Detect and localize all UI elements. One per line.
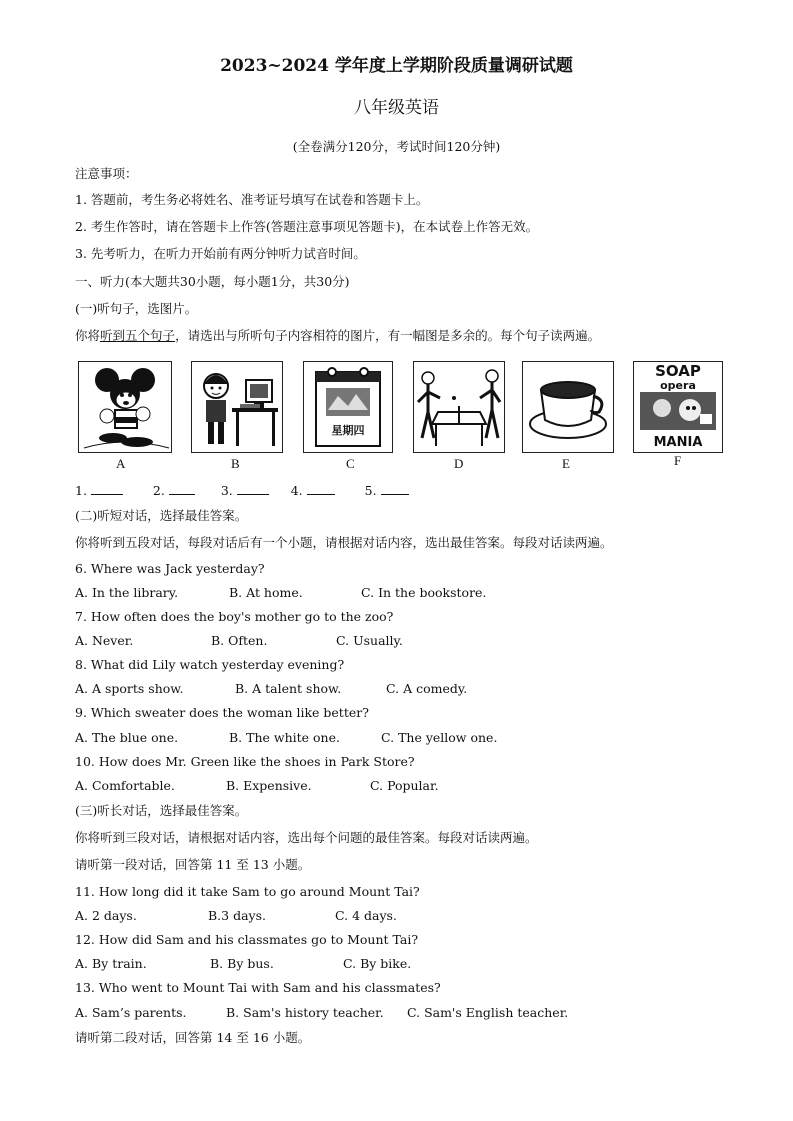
subject-title: 八年级英语 xyxy=(354,98,439,118)
option[interactable]: B. The white one. xyxy=(229,730,340,745)
option[interactable]: A. By train. xyxy=(75,956,147,971)
option[interactable]: A. In the library. xyxy=(75,585,179,600)
answer-blank[interactable] xyxy=(91,482,123,495)
option[interactable]: C. 4 days. xyxy=(335,908,397,923)
picture-label: C xyxy=(346,456,355,471)
poster-mania: MANIA xyxy=(653,435,703,450)
part2-instructions: 你将听到五段对话，每段对话后有一个小题，请根据对话内容，选出最佳答案。每段对话读两遍。 xyxy=(75,535,613,550)
part1-instructions: 你将听到五个句子，请选出与所听句子内容相符的图片，有一幅图是多余的。每个句子读两遍。 xyxy=(75,328,601,343)
poster-opera: opera xyxy=(660,379,696,392)
calendar-icon xyxy=(304,362,392,452)
answer-blank[interactable] xyxy=(169,482,195,495)
picture-label: E xyxy=(562,456,570,471)
soap-opera-icon xyxy=(634,362,722,452)
question-text: 9. Which sweater does the woman like better? xyxy=(75,705,369,720)
picture-b xyxy=(191,361,283,453)
dialog-instructions: 请听第一段对话，回答第 11 至 13 小题。 xyxy=(75,857,311,872)
option[interactable]: A. 2 days. xyxy=(75,908,137,923)
question-text: 10. How does Mr. Green like the shoes in Park Store? xyxy=(75,754,415,769)
option[interactable]: B. Expensive. xyxy=(226,778,312,793)
option[interactable]: A. The blue one. xyxy=(75,730,179,745)
option[interactable]: C. By bike. xyxy=(343,956,412,971)
option[interactable]: A. Sam’s parents. xyxy=(75,1005,187,1020)
option[interactable]: A. A sports show. xyxy=(75,681,184,696)
picture-a xyxy=(78,361,172,453)
poster-soap: SOAP xyxy=(655,362,701,380)
picture-c xyxy=(303,361,393,453)
notice-item: 2. 考生作答时，请在答题卡上作答(答题注意事项见答题卡)，在本试卷上作答无效。 xyxy=(75,219,539,234)
option[interactable]: C. In the bookstore. xyxy=(361,585,487,600)
option[interactable]: B. A talent show. xyxy=(235,681,342,696)
score-note: (全卷满分120分，考试时间120分钟) xyxy=(292,139,501,154)
picture-e xyxy=(522,361,614,453)
dialog-instructions: 请听第二段对话，回答第 14 至 16 小题。 xyxy=(75,1030,311,1045)
blank-number: 1. xyxy=(75,483,87,498)
child-at-computer-icon xyxy=(192,362,282,452)
option[interactable]: C. The yellow one. xyxy=(381,730,498,745)
blank-number: 4. xyxy=(290,483,303,498)
question-text: 11. How long did it take Sam to go around Mount Tai? xyxy=(75,884,420,899)
part3-heading: (三)听长对话，选择最佳答案。 xyxy=(75,803,248,818)
section-heading: 一、听力(本大题共30小题，每小题1分，共30分) xyxy=(75,274,350,289)
question-text: 7. How often does the boy's mother go to the zoo? xyxy=(75,609,394,624)
picture-label: F xyxy=(674,453,682,468)
blank-number: 5. xyxy=(364,483,377,498)
picture-label: D xyxy=(454,456,464,471)
option[interactable]: C. Usually. xyxy=(336,633,403,648)
option[interactable]: B. At home. xyxy=(229,585,303,600)
picture-label: B xyxy=(231,456,240,471)
part2-heading: (二)听短对话，选择最佳答案。 xyxy=(75,508,248,523)
answer-blank[interactable] xyxy=(381,482,409,495)
calendar-weekday: 星期四 xyxy=(331,424,365,437)
answer-blank[interactable] xyxy=(237,482,269,495)
exam-title: 2023~2024 学年度上学期阶段质量调研试题 xyxy=(220,56,573,76)
option[interactable]: B.3 days. xyxy=(208,908,266,923)
question-text: 8. What did Lily watch yesterday evening? xyxy=(75,657,345,672)
answer-blank[interactable] xyxy=(307,482,335,495)
option[interactable]: C. A comedy. xyxy=(386,681,468,696)
answer-blank-row xyxy=(75,482,409,499)
picture-f xyxy=(633,361,723,453)
option[interactable]: A. Never. xyxy=(75,633,134,648)
blank-number: 3. xyxy=(220,483,233,498)
question-text: 13. Who went to Mount Tai with Sam and his classmates? xyxy=(75,980,441,995)
option[interactable]: C. Sam's English teacher. xyxy=(407,1005,569,1020)
option[interactable]: B. Sam's history teacher. xyxy=(226,1005,384,1020)
blank-number: 2. xyxy=(152,483,165,498)
question-text: 12. How did Sam and his classmates go to Mount Tai? xyxy=(75,932,419,947)
option[interactable]: A. Comfortable. xyxy=(75,778,175,793)
notice-item: 3. 先考听力，在听力开始前有两分钟听力试音时间。 xyxy=(75,246,366,261)
notice-heading: 注意事项： xyxy=(75,166,138,181)
coffee-cup-icon xyxy=(523,362,613,452)
picture-d xyxy=(413,361,505,453)
part1-heading: (一)听句子，选图片。 xyxy=(75,301,198,316)
question-text: 6. Where was Jack yesterday? xyxy=(75,561,265,576)
option[interactable]: C. Popular. xyxy=(370,778,439,793)
mickey-mouse-icon xyxy=(79,362,171,452)
picture-label: A xyxy=(116,456,126,471)
part3-instructions: 你将听到三段对话，请根据对话内容，选出每个问题的最佳答案。每段对话读两遍。 xyxy=(75,830,538,845)
table-tennis-icon xyxy=(414,362,504,452)
option[interactable]: B. Often. xyxy=(211,633,268,648)
option[interactable]: B. By bus. xyxy=(210,956,274,971)
notice-item: 1. 答题前，考生务必将姓名、准考证号填写在试卷和答题卡上。 xyxy=(75,192,429,207)
